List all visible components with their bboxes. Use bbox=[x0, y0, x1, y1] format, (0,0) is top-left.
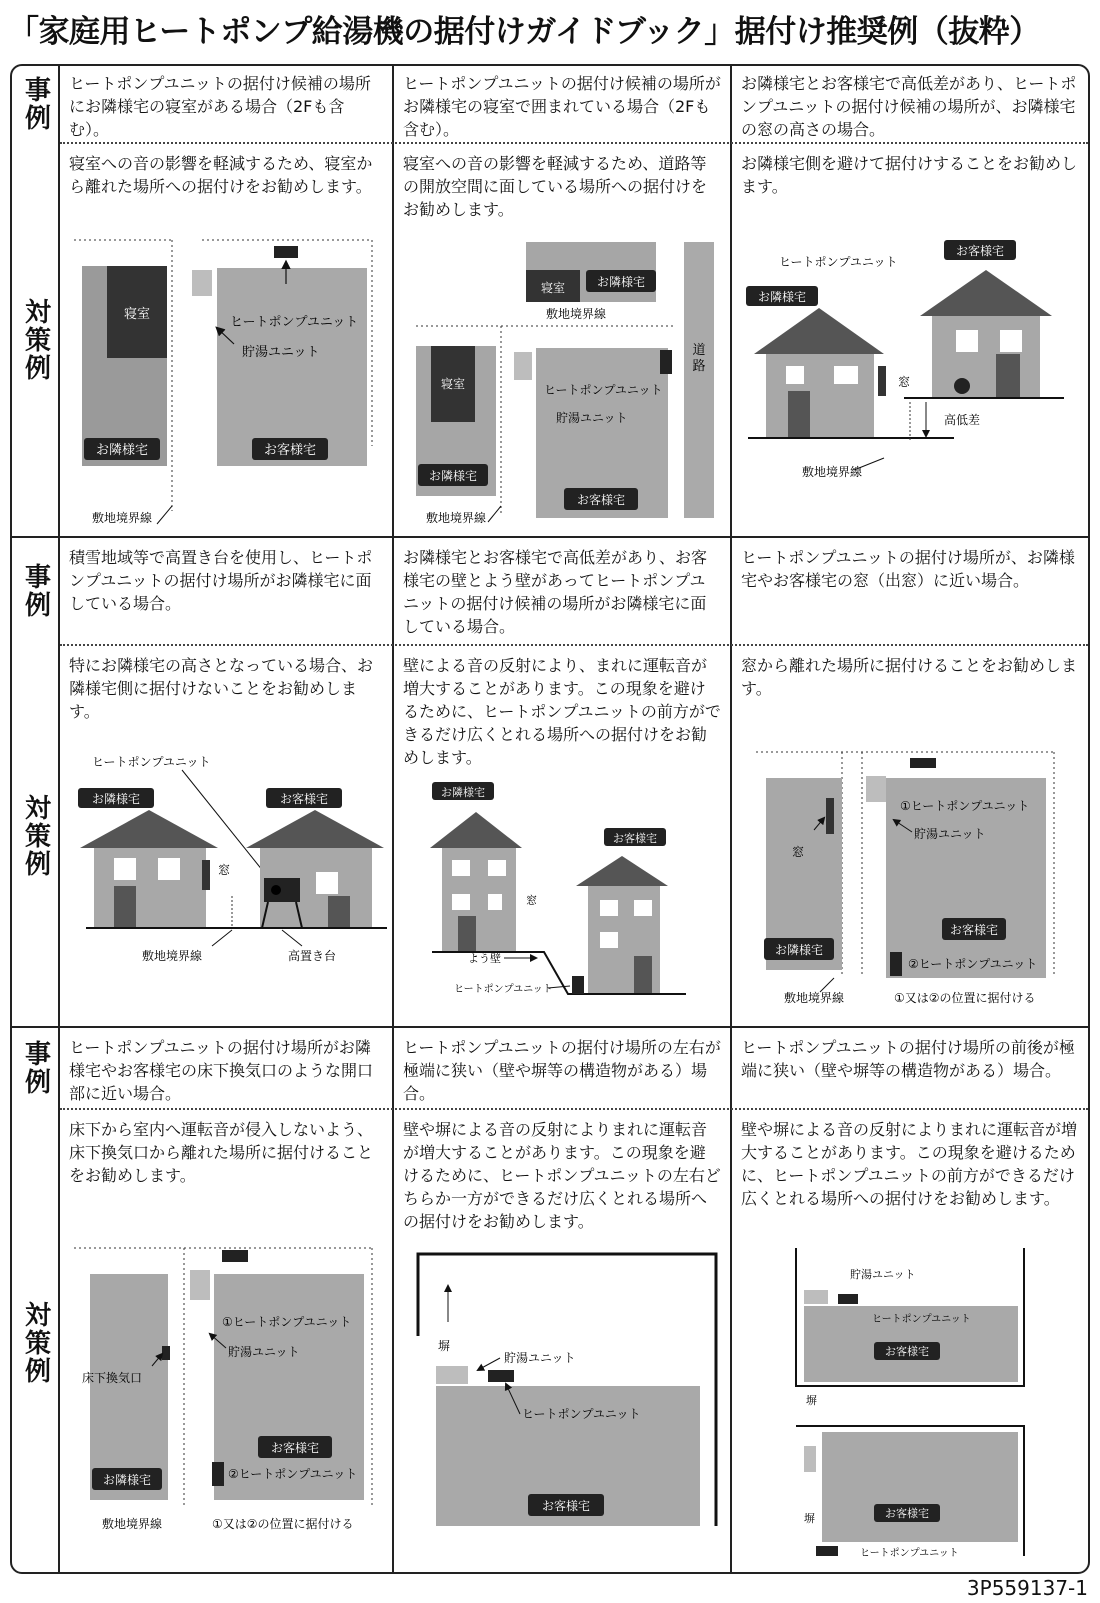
hp-unit-1-label: ①ヒートポンプユニット bbox=[900, 799, 1030, 813]
retaining-wall-label: よう壁 bbox=[468, 952, 501, 965]
boundary-label: 敷地境界線 bbox=[802, 465, 863, 479]
document-code: 3P559137-1 bbox=[966, 1576, 1088, 1600]
label-taisakurei: 対策例 bbox=[20, 1301, 51, 1385]
neighbor-label: お隣様宅 bbox=[91, 792, 141, 806]
customer-label: お客様宅 bbox=[885, 1507, 929, 1520]
neighbor-label: お隣様宅 bbox=[95, 443, 149, 458]
column-divider bbox=[730, 66, 732, 1572]
column-divider bbox=[392, 66, 394, 1572]
label-taisakurei: 対策例 bbox=[20, 794, 51, 878]
road-label: 道路 bbox=[692, 343, 706, 374]
boundary-label: 敷地境界線 bbox=[546, 307, 607, 321]
customer-label: お客様宅 bbox=[541, 1499, 591, 1513]
neighbor-label: お隣様宅 bbox=[428, 469, 478, 483]
case-text: ヒートポンプユニットの据付け場所が、お隣様宅やお客様宅の窓（出窓）に近い場合。 bbox=[741, 548, 1075, 590]
tank-unit-label: 貯湯ユニット bbox=[850, 1268, 916, 1281]
figure-front-space bbox=[734, 1236, 1088, 1566]
tank-unit-shape bbox=[192, 270, 212, 296]
customer-label: お客様宅 bbox=[279, 792, 329, 806]
boundary-label: 敷地境界線 bbox=[426, 511, 487, 525]
neighbor-label: お隣様宅 bbox=[596, 275, 646, 289]
neighbor-label: お隣様宅 bbox=[774, 943, 824, 957]
customer-label: お客様宅 bbox=[263, 443, 317, 458]
countermeasure-text: 寝室への音の影響を軽減するため、道路等の開放空間に面している場所への据付けをお勧めします。 bbox=[403, 154, 708, 219]
figure-side-space bbox=[396, 1246, 728, 1546]
figure-road-side bbox=[396, 226, 728, 526]
fence-label: 塀 bbox=[806, 1394, 817, 1407]
case-text: ヒートポンプユニットの据付け候補の場所にお隣様宅の寝室がある場合（2Fも含む）。 bbox=[69, 74, 371, 139]
hp-unit-label: ヒートポンプユニット bbox=[454, 984, 553, 995]
bedroom-label: 寝室 bbox=[123, 307, 151, 322]
guide-table bbox=[10, 64, 1090, 1574]
window-label: 窓 bbox=[526, 894, 537, 907]
bedroom-label: 寝室 bbox=[440, 377, 466, 391]
countermeasure-text: お隣様宅側を避けて据付けすることをお勧めします。 bbox=[741, 154, 1078, 196]
fence-label: 塀 bbox=[438, 1339, 451, 1353]
dotted-divider bbox=[60, 644, 1088, 646]
case-text: ヒートポンプユニットの据付け候補の場所がお隣様宅の寝室で囲まれている場合（2Fも含む）。 bbox=[403, 74, 721, 139]
label-jirei: 事例 bbox=[20, 76, 51, 132]
page-title: 「家庭用ヒートポンプ給湯機の据付けガイドブック」据付け推奨例（抜粋） bbox=[8, 14, 1040, 50]
customer-label: お客様宅 bbox=[949, 923, 999, 937]
tank-unit-label: 貯湯ユニット bbox=[228, 1345, 300, 1359]
road-shape bbox=[684, 242, 714, 518]
neighbor-label: お隣様宅 bbox=[102, 1473, 152, 1487]
hp-unit-label: ヒートポンプユニット bbox=[92, 755, 211, 769]
either-position-label: ①又は②の位置に据付ける bbox=[212, 1517, 354, 1531]
case-text: ヒートポンプユニットの据付け場所の前後が極端に狭い（壁や塀等の構造物がある）場合。 bbox=[741, 1038, 1075, 1080]
customer-label: お客様宅 bbox=[885, 1345, 929, 1358]
neighbor-label: お隣様宅 bbox=[441, 786, 485, 799]
hp-unit-label: ヒートポンプユニット bbox=[522, 1407, 641, 1421]
neighbor-label: お隣様宅 bbox=[757, 290, 807, 304]
label-taisakurei: 対策例 bbox=[20, 298, 51, 382]
fence-label: 塀 bbox=[804, 1512, 815, 1525]
figure-retaining-wall bbox=[396, 776, 728, 1016]
hp-unit-label: ヒートポンプユニット bbox=[860, 1548, 959, 1559]
hp-unit-label: ヒートポンプユニット bbox=[230, 315, 359, 330]
countermeasure-text: 壁による音の反射により、まれに運転音が増大することがあります。この現象を避けるために、ヒートポンプユニットの前方ができるだけ広くとれる場所への据付けをお勧めします。 bbox=[403, 656, 721, 767]
tank-unit-label: 貯湯ユニット bbox=[914, 827, 986, 841]
countermeasure-text: 寝室への音の影響を軽減するため、寝室から離れた場所への据付けをお勧めします。 bbox=[69, 154, 373, 196]
label-jirei: 事例 bbox=[20, 563, 51, 619]
tank-unit-label: 貯湯ユニット bbox=[242, 345, 320, 360]
countermeasure-text: 壁や塀による音の反射によりまれに運転音が増大することがあります。この現象を避けるために、ヒートポンプユニットの前方ができるだけ広くとれる場所への据付けをお勧めします。 bbox=[741, 1120, 1078, 1208]
figure-window-away bbox=[734, 746, 1088, 1016]
hp-unit-2-label: ②ヒートポンプユニット bbox=[908, 957, 1038, 971]
case-text: お隣様宅とお客様宅で高低差があり、ヒートポンプユニットの据付け候補の場所が、お隣様宅の窓の高さの場合。 bbox=[741, 74, 1077, 139]
stand-label: 高置き台 bbox=[288, 949, 337, 963]
countermeasure-text: 床下から室内へ運転音が侵入しないよう、床下換気口から離れた場所に据付けることをお勧めします。 bbox=[69, 1120, 374, 1185]
hp-unit-shape bbox=[274, 246, 298, 258]
either-position-label: ①又は②の位置に据付ける bbox=[894, 991, 1036, 1005]
window-label: 窓 bbox=[792, 845, 805, 859]
countermeasure-text: 特にお隣様宅の高さとなっている場合、お隣様宅側に据付けないことをお勧めします。 bbox=[69, 656, 374, 721]
tank-unit-label: 貯湯ユニット bbox=[504, 1351, 576, 1365]
row-divider bbox=[12, 1026, 1088, 1028]
countermeasure-text: 壁や塀による音の反射によりまれに運転音が増大することがあります。この現象を避けるために、ヒートポンプユニットの左右どちらか一方ができるだけ広くとれる場所への据付けをお勧めします。 bbox=[403, 1120, 721, 1231]
boundary-label: 敷地境界線 bbox=[142, 949, 203, 963]
height-diff-label: 高低差 bbox=[944, 413, 981, 427]
vent-label: 床下換気口 bbox=[82, 1371, 143, 1385]
label-jirei: 事例 bbox=[20, 1040, 51, 1096]
customer-label: お客様宅 bbox=[270, 1441, 320, 1455]
hp-unit-label: ヒートポンプユニット bbox=[544, 383, 663, 397]
figure-bedroom-away bbox=[62, 226, 390, 526]
figure-high-stand bbox=[62, 746, 390, 1016]
figure-height-diff bbox=[734, 226, 1088, 526]
tank-unit-label: 貯湯ユニット bbox=[556, 411, 628, 425]
hp-unit-2-label: ②ヒートポンプユニット bbox=[228, 1467, 358, 1481]
window-label: 窓 bbox=[898, 375, 911, 389]
case-text: 積雪地域等で高置き台を使用し、ヒートポンプユニットの据付け場所がお隣様宅に面している場合。 bbox=[69, 548, 373, 613]
window-label: 窓 bbox=[218, 863, 231, 877]
figure-vent-away bbox=[62, 1236, 390, 1536]
customer-label: お客様宅 bbox=[955, 244, 1005, 258]
boundary-label: 敷地境界線 bbox=[784, 991, 845, 1005]
customer-house-shape bbox=[217, 268, 367, 466]
boundary-label: 敷地境界線 bbox=[92, 511, 153, 525]
row-divider bbox=[12, 536, 1088, 538]
hp-unit-label: ヒートポンプユニット bbox=[779, 255, 898, 269]
hp-unit-1-label: ①ヒートポンプユニット bbox=[222, 1315, 352, 1329]
boundary-label: 敷地境界線 bbox=[102, 1517, 163, 1531]
customer-label: お客様宅 bbox=[613, 832, 657, 845]
case-text: お隣様宅とお客様宅で高低差があり、お客様宅の壁とよう壁があってヒートポンプユニットの据付け候補の場所がお隣様宅に面している場合。 bbox=[403, 548, 708, 636]
countermeasure-text: 窓から離れた場所に据付けることをお勧めします。 bbox=[741, 656, 1078, 698]
hp-unit-label: ヒートポンプユニット bbox=[872, 1314, 971, 1325]
case-text: ヒートポンプユニットの据付け場所の左右が極端に狭い（壁や塀等の構造物がある）場合。 bbox=[403, 1038, 721, 1103]
bedroom-label: 寝室 bbox=[540, 281, 566, 295]
customer-label: お客様宅 bbox=[576, 493, 626, 507]
case-text: ヒートポンプユニットの据付け場所がお隣様宅やお客様宅の床下換気口のような開口部に近い場合。 bbox=[69, 1038, 374, 1103]
